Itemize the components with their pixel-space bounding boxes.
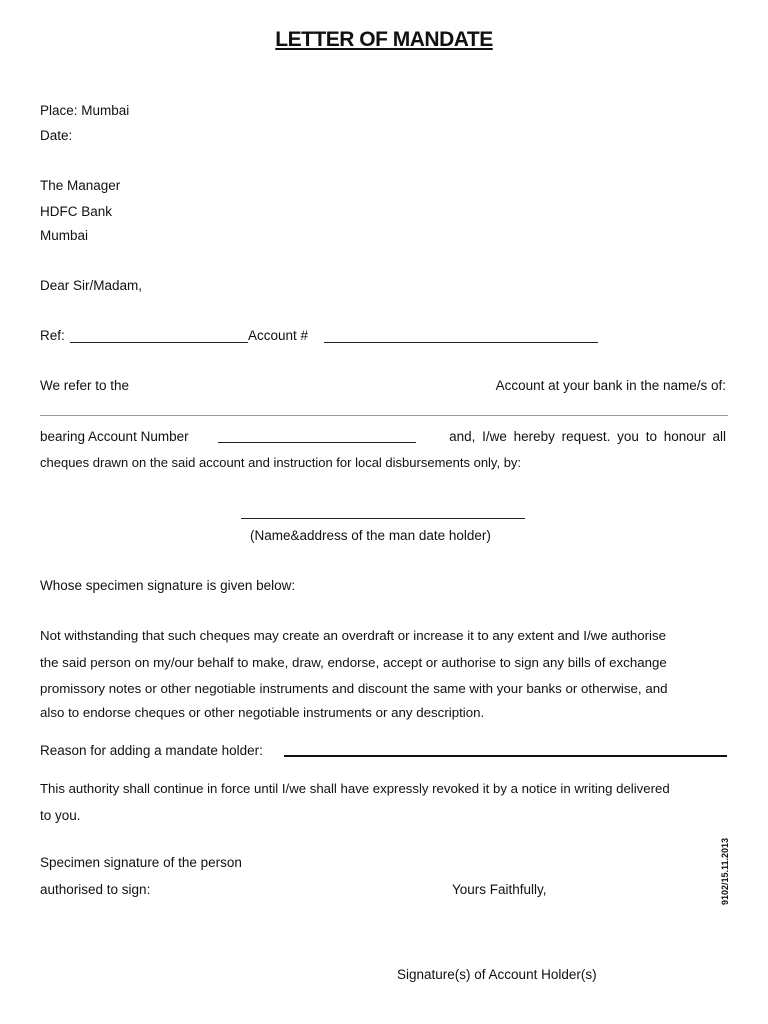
ref-label: Ref: <box>40 328 65 343</box>
authority-line-1: This authority shall continue in force until I/we shall have expressly revoked it by a notice in writing delivered <box>40 781 670 796</box>
refer-left-text: We refer to the <box>40 378 130 393</box>
authority-line-2: to you. <box>40 808 81 823</box>
yours-faithfully: Yours Faithfully, <box>452 882 547 897</box>
notwithstanding-line-2: the said person on my/our behalf to make, draw, endorse, accept or authorise to sign any bills of exchange <box>40 655 667 670</box>
account-label: Account # <box>248 328 309 343</box>
salutation: Dear Sir/Madam, <box>40 278 143 293</box>
mandate-holder-caption: (Name&address of the man date holder) <box>250 528 491 543</box>
notwithstanding-line-3: promissory notes or other negotiable instruments and discount the same with your banks or otherwise, and <box>40 681 668 696</box>
notwithstanding-line-4: also to endorse cheques or other negotiable instruments or any description. <box>40 705 485 720</box>
form-code: 9102/15.11.2013 <box>720 837 730 905</box>
date-label: Date: <box>40 128 73 143</box>
account-field-line[interactable] <box>324 342 598 343</box>
notwithstanding-line-1: Not withstanding that such cheques may create an overdraft or increase it to any extent and I/we authorise <box>40 628 667 643</box>
account-name-field-line[interactable] <box>40 415 728 416</box>
addressee-line-1: The Manager <box>40 178 121 193</box>
mandate-holder-field-line[interactable] <box>241 518 525 519</box>
document-title: LETTER OF MANDATE <box>275 28 493 51</box>
specimen-signature-line-2: authorised to sign: <box>40 882 151 897</box>
refer-right-text: Account at your bank in the name/s of: <box>495 378 726 393</box>
bearing-account-text: bearing Account Number <box>40 429 189 444</box>
cheques-text: cheques drawn on the said account and instruction for local disbursements only, by: <box>40 455 522 470</box>
request-text: and, I/we hereby request. you to honour all <box>449 429 726 444</box>
addressee-line-2: HDFC Bank <box>40 204 113 219</box>
account-number-field-line[interactable] <box>218 442 416 443</box>
ref-field-line[interactable] <box>70 342 248 343</box>
account-holder-signature-label: Signature(s) of Account Holder(s) <box>397 967 597 982</box>
reason-label: Reason for adding a mandate holder: <box>40 743 263 758</box>
addressee-line-3: Mumbai <box>40 228 89 243</box>
specimen-heading: Whose specimen signature is given below: <box>40 578 296 593</box>
specimen-signature-line-1: Specimen signature of the person <box>40 855 242 870</box>
place: Place: Mumbai <box>40 103 130 118</box>
reason-field-line[interactable] <box>284 755 727 757</box>
